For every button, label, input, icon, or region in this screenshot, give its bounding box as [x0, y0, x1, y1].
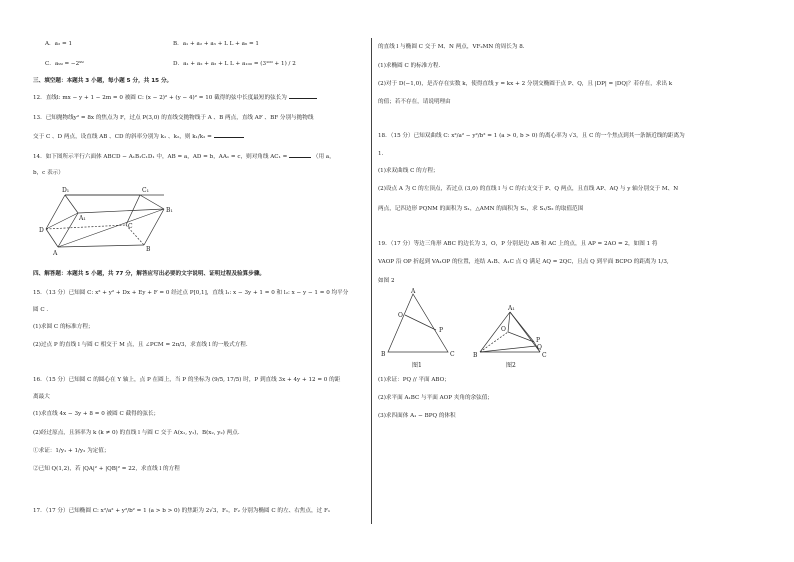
question-19-part1: (1)求证：PQ // 平面 ABO； — [378, 377, 450, 383]
question-15-part1: (1)求圆 C 的标准方程； — [33, 324, 94, 330]
question-16-part1: (1)求直线 4x − 3y + 8 = 0 被圆 C 截得的弦长； — [33, 411, 160, 417]
question-14-line2: b，c 表示） — [33, 170, 64, 176]
question-15-part2: (2)过点 P 的直线 l 与圆 C 相交于 M 点，且 ∠PCM = 2π/3，求直线 l 的一般式方程. — [33, 342, 248, 348]
question-16-part2: (2)经过原点，且斜率为 k (k ≠ 0) 的直线 l 与圆 C 交于 A(x₁, y₁)，B(x₂, y₂) 两点. — [33, 430, 240, 436]
label-D1: D₁ — [62, 187, 70, 194]
question-17-continued: 的直线 l 与椭圆 C 交于 M、N 两点，VF₂MN 的周长为 8. — [378, 44, 525, 50]
question-18-line2: 1. — [378, 151, 384, 157]
figure-1-triangle — [378, 288, 458, 370]
question-15-line2: 圆 C . — [33, 307, 49, 313]
fig2-label-P: P — [536, 337, 541, 344]
question-18-part2-line2: 两点，记四边形 PQNM 的面积为 S₁，△AMN 的面积为 S₂，求 S₁/S₂ 的取值范围 — [378, 206, 584, 212]
question-19-part2: (2)求平面 A₁BC 与平面 AOP 夹角的余弦值； — [378, 395, 493, 401]
question-12 — [33, 95, 317, 102]
question-19-line1: 19．（17 分）等边三角形 ABC 的边长为 3，O，P 分别是边 AB 和 AC 上的点，且 AP = 2AO = 2，如图 1 将 — [378, 241, 658, 247]
question-16-line2: 离最大 — [33, 394, 50, 400]
question-17-line1: 17．（17 分）已知椭圆 C: x²/a² + y²/b² = 1 (a > b > 0) 的焦距为 2√3，F₁，F₂ 分别为椭圆 C 的左、右焦点，过 F₁ — [33, 508, 331, 514]
question-19-line2: VAOP 沿 OP 折起到 VA₁OP 的位置，连结 A₁B、A₁C 点 Q 满足 AQ = 2QC，且点 Q 到平面 BCPO 的距离为 1/3, — [378, 259, 669, 265]
fig2-label-Q: Q — [537, 344, 542, 351]
fig1-label-A: A — [411, 288, 416, 295]
question-14-tail: （用 a， — [312, 154, 335, 160]
question-13-line2 — [33, 134, 244, 141]
answer-blank-13 — [214, 137, 244, 138]
section3-heading: 三、填空题：本题共 3 小题，每小题 5 分，共 15 分。 — [33, 78, 173, 84]
label-B: B — [146, 246, 151, 253]
question-19-line3: 如图 2 — [378, 278, 395, 284]
question-15-line1: 15．（13 分）已知圆 C: x² + y² + Dx + Ey + F = 0 经过点 P[0,1]，直线 l₁: x − 3y + 1 = 0 和 l₂: x − y − 1 = 0 均平分 — [33, 290, 349, 296]
question-14-line1 — [33, 154, 335, 161]
figure-2-folded — [470, 302, 554, 370]
question-16-part2a: ①求证：1/y₁ + 1/y₂ 为定值； — [33, 448, 110, 454]
question-17-part2-line2: 的值；若不存在，请说明理由 — [378, 99, 451, 105]
question-12-text: 12．直线l: mx − y + 1 − 2m = 0 被圆 C: (x − 2)² + (y − 4)² = 10 截得的弦中长度最短的弦长为 — [33, 95, 287, 101]
question-18-part2-line1: (2)设点 A 为 C 的左顶点，若过点 (3,0) 的直线 l 与 C 的右支交于 P、Q 两点，且直线 AP、AQ 与 y 轴分别交于 M、N — [378, 186, 679, 192]
answer-blank-12 — [289, 98, 317, 99]
question-17-part1: (1)求椭圆 C 的标准方程. — [378, 63, 441, 69]
option-b: B．a₁ + a₂ + a₃ + L L + a₆ = 1 — [173, 41, 259, 47]
question-18-line1: 18．（15 分）已知双曲线 C: x²/a² − y²/b² = 1 (a > 0, b > 0) 的离心率为 √3，且 C 的一个焦点到其一条渐近线的距离为 — [378, 133, 685, 139]
question-19-part3: (3)求四面体 A₁ − BPQ 的体积 — [378, 413, 456, 419]
label-B1: B₁ — [166, 207, 173, 214]
question-17-part2-line1: (2)对于 D(−1,0)，是否存在实数 k，使得直线 y = kx + 2 分别交椭圆于点 P、Q，且 |DP| = |DQ|？若存在，求出 k — [378, 81, 673, 87]
question-16-part2b: ②已知 Q(1,2)，若 |QA|² + |QB|² = 22，求直线 l 的方程 — [33, 466, 180, 472]
fig2-label-C: C — [542, 352, 547, 359]
option-a: A．a₂ = 1 — [45, 41, 73, 47]
fig1-label-C: C — [450, 351, 455, 358]
label-A1: A₁ — [79, 215, 86, 222]
question-14-text: 14．如下图所示平行六面体 ABCD − A₁B₁C₁D₁ 中，AB = a，AD = b，AA₁ = c，则对角线 AC₁ = — [33, 154, 288, 160]
answer-blank-14 — [289, 157, 311, 158]
fig1-label-O: O — [398, 312, 403, 319]
question-13-text: 交于 C 、D 两点，设直线 AB 、CD 的斜率分别为 k₁ 、k₂，则 k₁/k₂ = — [33, 134, 212, 140]
fig1-label-P: P — [439, 327, 444, 334]
label-C: C — [128, 223, 133, 230]
section4-heading: 四、解答题：本题共 5 小题，共 77 分，解答应写出必要的文字说明、证明过程及验算步骤。 — [33, 271, 266, 277]
fig1-caption: 图1 — [412, 362, 422, 369]
fig1-label-B: B — [381, 351, 386, 358]
label-A: A — [53, 250, 58, 257]
label-C1: C₁ — [142, 187, 149, 194]
fig2-label-B: B — [473, 352, 478, 359]
fig2-caption: 图2 — [506, 362, 516, 369]
column-divider — [371, 38, 372, 524]
question-16-line1: 16．（15 分）已知圆 C 的圆心在 Y 轴上，点 P 在圆上，当 P 的坐标为 (9/5, 17/5) 时，P 到直线 3x + 4y + 12 = 0 的距 — [33, 377, 341, 383]
label-D: D — [39, 227, 44, 234]
question-18-part1: (1)求双曲线 C 的方程； — [378, 168, 439, 174]
question-13-line1: 13．已知抛物线y² = 8x 的焦点为 F，过点 P(3,0) 的直线交抛物线于 A 、B 两点，直线 AF 、BF 分别与抛物线 — [33, 115, 314, 121]
fig2-label-A1: A₁ — [508, 305, 515, 312]
parallelepiped-figure — [38, 185, 178, 257]
option-d: D．a₁ + a₂ + a₃ + L L + a₁₀₀ = (3¹⁰⁰ + 1) / 2 — [173, 61, 296, 67]
option-c: C．a₉₉ = −2⁹⁹ — [45, 61, 84, 67]
fig2-label-O: O — [501, 326, 506, 333]
